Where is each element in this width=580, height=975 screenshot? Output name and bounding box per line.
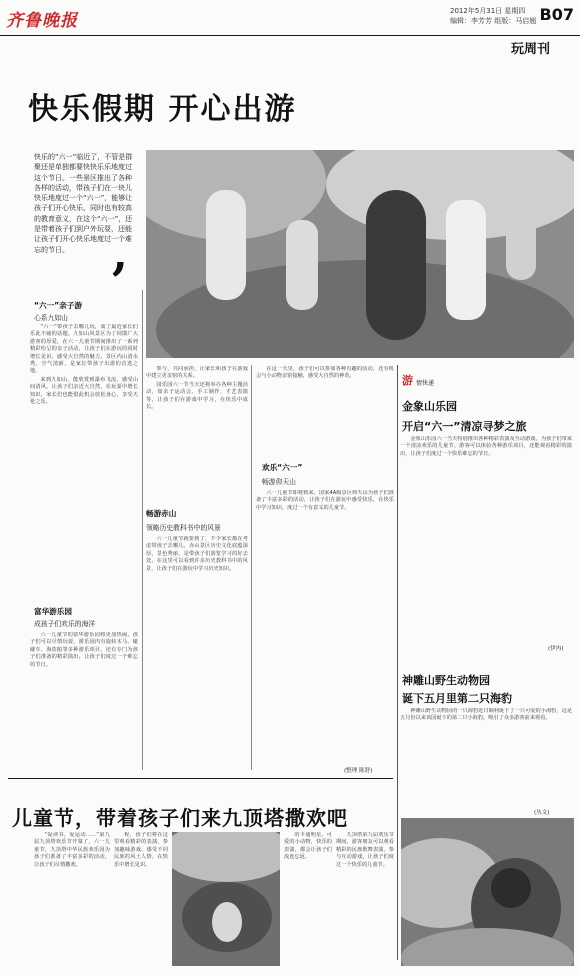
- subhead-fuhua: 富华游乐园: [34, 607, 72, 616]
- photo-shape: [366, 190, 426, 340]
- subhead-yangtian: 畅游仰天山: [262, 478, 296, 486]
- box-subtitle: 开启“六一”清凉寻梦之旅: [402, 420, 527, 433]
- article-text: [30, 632, 138, 768]
- subhead-huanle: 欢乐“六一”: [262, 463, 303, 472]
- subhead-qinzi: “六一”亲子游: [34, 301, 82, 310]
- subhead-fuhua-sub: 成孩子们欢乐的海洋: [34, 620, 96, 628]
- newspaper-logo: 齐鲁晚报: [6, 11, 78, 31]
- lead-text: 快乐的“六一”临近了，不管是群聚还是单独都要快快乐乐地度过这个节日。一些景区推出了各种各样的活动，带孩子们在一块儿快乐地度过一个“六一”，能够让孩子们开心快乐，同时也有较高的教育意义，在这个“六一”，还是带着孩子们到户外玩耍，还能让孩子们开心快乐地度过一个难忘的节日。: [34, 153, 133, 254]
- subhead-chishan: 畅游赤山: [146, 509, 177, 518]
- photo-shape: [206, 190, 246, 300]
- credit: (伊冉): [548, 646, 564, 652]
- article-text: [146, 366, 248, 500]
- article-text: [256, 490, 394, 754]
- photo-shape: [172, 832, 280, 882]
- paragraph: 金象山乐园六一当天特别推出各种精彩表演及互动游戏，为孩子们带来一个清凉欢乐的儿童节。游客可以体验各种游乐项目，还能观看精彩的演出，让孩子们度过一个快乐难忘的节日。: [400, 436, 572, 457]
- paragraph: 园乐园六一节当天还将举办各种主题活动，如亲子运动会、手工制作、才艺表演等，让孩子们在游戏中学习，在快乐中成长。: [146, 381, 248, 411]
- column-rule: [397, 365, 398, 960]
- subhead-chishan-sub: 领略历史教科书中的风景: [146, 524, 221, 532]
- section-title: 玩周刊: [510, 42, 550, 57]
- article-text: [284, 832, 332, 970]
- section-tag-small: 情快递: [416, 380, 435, 387]
- article-text: [34, 832, 110, 970]
- paragraph: 九顶塔第九届欢乐节期间，游客朋友可以观看精彩的民族歌舞表演，参与互动游戏，让孩子们度过一个快乐的儿童节。: [336, 832, 394, 868]
- page-headline: 快乐假期 开心出游: [28, 92, 297, 127]
- paragraph: 参与，共同承担，让家长和孩子在游戏中建立更亲密的关系。: [146, 366, 248, 380]
- quote-mark: ,: [112, 226, 129, 280]
- credit: (整理 陈舒): [344, 768, 373, 774]
- paragraph: 程，孩子们将在这里观看精彩的表演，参加趣味游戏，感受不同民族的风土人情，在快乐中增长见识。: [114, 832, 168, 868]
- article-text: [256, 366, 394, 456]
- paragraph: 神雕山野生动物园的一只海豹近日顺利诞下了一只可爱的小海豹，这是五月份以来该园诞下的第二只小海豹，吸引了众多游客前来观看。: [400, 708, 572, 722]
- seal-photo: [401, 818, 574, 966]
- column-rule: [142, 290, 143, 770]
- credit: (丛文): [534, 810, 550, 816]
- paragraph: “六一”带孩子去哪儿玩，成了最近家长们乐此不疲的话题。九如山风景区为了回馈广大游客的厚爱，在六一儿童节期间推出了一系列精彩纷呈的亲子活动，让孩子们在游玩的同时增长见识，感受大自然的魅力。景区内山清水秀，空气清新，是家长带孩子出游的首选之地。: [30, 324, 138, 375]
- paragraph: “爱读书，爱运动……”第九届九顶塔欢乐节开幕了，六一儿童节，九顶塔中华民族欢乐园为孩子们准备了丰富多彩的活动，让孩子们尽情撒欢。: [34, 832, 110, 868]
- editor-line: 编辑：李芳芳 组版：马启翘: [450, 17, 537, 25]
- box-text: [400, 708, 572, 804]
- article-text: [336, 832, 394, 970]
- box-title: 神雕山野生动物园: [402, 674, 490, 687]
- photo-shape: [491, 868, 531, 908]
- photo-shape: [212, 902, 242, 942]
- photo-shape: [506, 180, 536, 280]
- section-tag: 游: [402, 374, 413, 387]
- paragraph: 六一儿童节即将到来，国家4A级景区仰天山为孩子们准备了丰富多彩的活动，让孩子们在游玩中感受快乐，在快乐中学习知识，度过一个有意义的儿童节。: [256, 490, 394, 511]
- section-divider: [8, 778, 393, 779]
- box-text: [400, 436, 572, 642]
- paragraph: 的卡通明星，可爱的小动物，快乐的表演，都会让孩子们流连忘返。: [284, 832, 332, 861]
- article-text: [146, 536, 248, 768]
- main-photo: [146, 150, 574, 358]
- bottom-headline: 儿童节，带着孩子们来九顶塔撒欢吧: [12, 806, 348, 830]
- photo-shape: [446, 200, 486, 320]
- subhead-jiuru: 心系九如山: [34, 314, 68, 322]
- photo-shape: [286, 220, 318, 310]
- box-title: 金象山乐园: [402, 400, 457, 413]
- column-rule: [251, 365, 252, 770]
- box-subtitle: 诞下五月里第二只海豹: [402, 692, 512, 705]
- page-number: B07: [539, 5, 574, 24]
- article-text: [114, 832, 168, 970]
- masthead: [0, 0, 580, 36]
- bottom-photo: [172, 832, 280, 966]
- issue-meta: [450, 6, 536, 26]
- paragraph: 六一儿童节的富华游乐园将更加热闹，孩子们可以尽情玩耍，游乐园内有旋转木马、碰碰车、海盗船等多种游乐项目，还有专门为孩子们准备的精彩演出，让孩子们度过一个难忘的节日。: [30, 632, 138, 668]
- article-text: [30, 324, 138, 596]
- paragraph: 在这一天里，孩子们可以参加各种有趣的活动，还有机会与小动物亲密接触，感受大自然的神奇。: [256, 366, 394, 380]
- date-line: 2012年5月31日 星期四: [450, 7, 526, 15]
- paragraph: 来到九如山，能欣赏到瀑布飞流，感受山间清风，让孩子们亲近大自然，在玩耍中增长知识，家长们也能借此机会放松身心，享受天伦之乐。: [30, 376, 138, 406]
- paragraph: 六一儿童节就要到了，不少家长都在考虑带孩子去哪儿。赤山景区历史文化底蕴深厚，景色秀丽，是带孩子们游览学习的好去处，在这里可以看到许多历史教科书中的风景，让孩子们在游玩中学习历史知识。: [146, 536, 248, 572]
